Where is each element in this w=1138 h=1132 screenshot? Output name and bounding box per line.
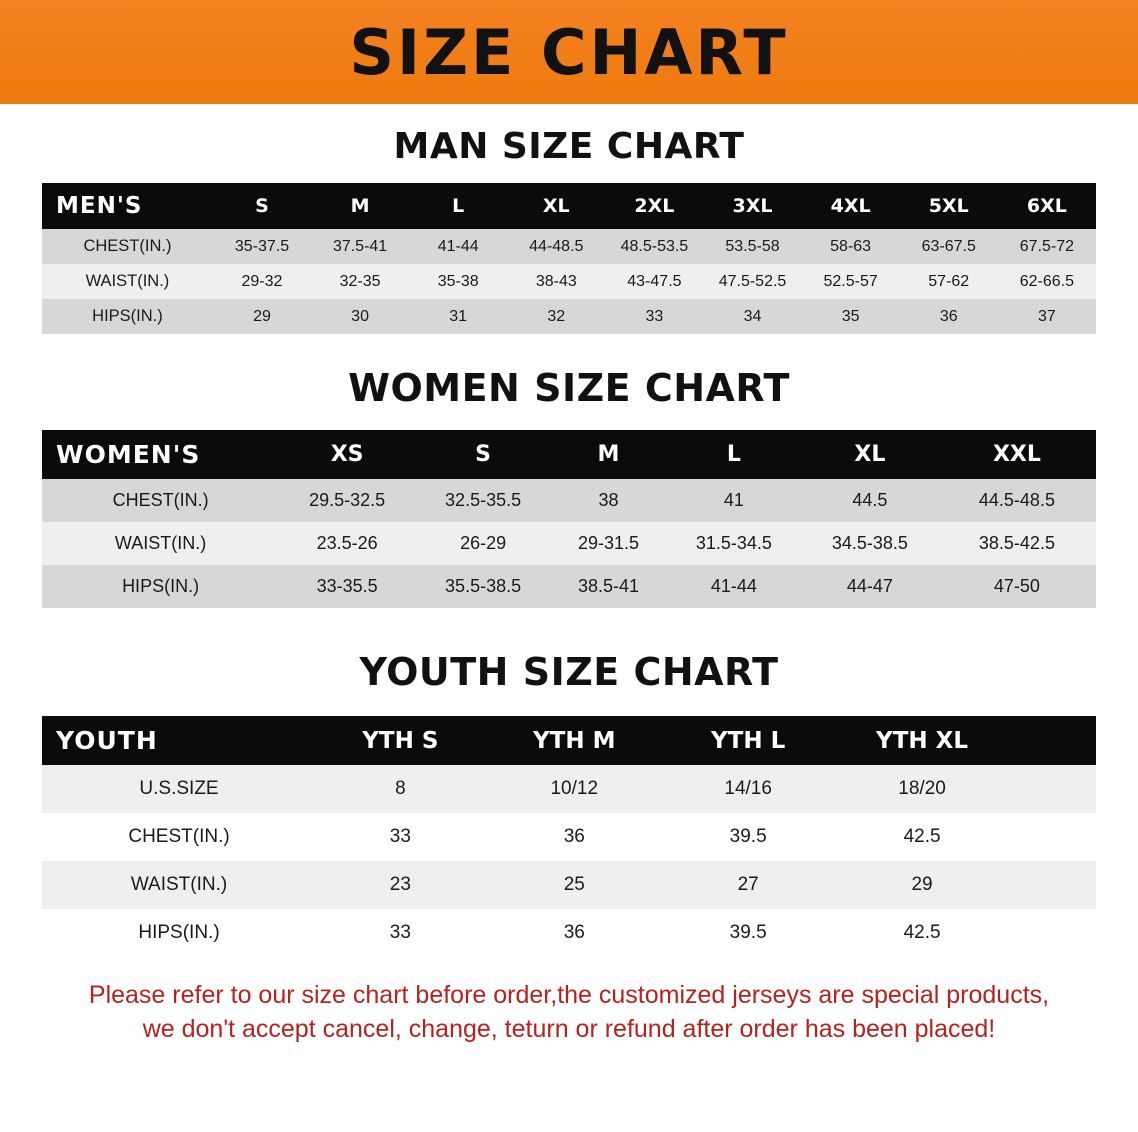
women-col-header: XS: [279, 430, 415, 479]
man-cell: 43-47.5: [605, 264, 703, 299]
table-row: [42, 565, 1096, 608]
man-cell: 52.5-57: [802, 264, 900, 299]
man-cell: 30: [311, 299, 409, 334]
policy-note-line-2: we don't accept cancel, change, teturn or refund after order has been placed!: [142, 1014, 996, 1043]
man-cell: 29: [213, 299, 311, 334]
man-row-label: HIPS(IN.): [42, 299, 213, 334]
man-cell: 35-37.5: [213, 229, 311, 264]
man-cell: 67.5-72: [998, 229, 1096, 264]
women-cell: 38: [551, 479, 666, 522]
youth-col-header: YTH S: [316, 716, 485, 765]
women-table-wrap: [42, 430, 1096, 608]
women-cell: 41-44: [666, 565, 802, 608]
man-section-heading: MAN SIZE CHART: [393, 126, 745, 167]
youth-row-label: WAIST(IN.): [42, 861, 316, 909]
table-row: [42, 522, 1096, 565]
youth-row-label: CHEST(IN.): [42, 813, 316, 861]
man-cell: 31: [409, 299, 507, 334]
man-col-header: XL: [507, 183, 605, 229]
youth-cell: 10/12: [485, 765, 664, 813]
man-cell: 34: [703, 299, 801, 334]
man-size-table: [42, 183, 1096, 334]
man-cell: 37.5-41: [311, 229, 409, 264]
youth-table-body: [42, 765, 1096, 957]
youth-cell-spacer: [1012, 765, 1096, 813]
youth-cell-spacer: [1012, 861, 1096, 909]
youth-header-row: [42, 716, 1096, 765]
youth-cell: 36: [485, 909, 664, 957]
women-col-header: XXL: [938, 430, 1096, 479]
man-table-head: [42, 183, 1096, 229]
youth-col-header: YTH XL: [832, 716, 1011, 765]
youth-cell: 42.5: [832, 909, 1011, 957]
women-cell: 31.5-34.5: [666, 522, 802, 565]
man-col-header: 3XL: [703, 183, 801, 229]
women-cell: 38.5-41: [551, 565, 666, 608]
youth-row-label: U.S.SIZE: [42, 765, 316, 813]
youth-header-spacer: [1012, 716, 1096, 765]
man-cell: 29-32: [213, 264, 311, 299]
youth-cell: 29: [832, 861, 1011, 909]
man-col-header: 2XL: [605, 183, 703, 229]
man-table-body: [42, 229, 1096, 334]
man-cell: 53.5-58: [703, 229, 801, 264]
man-cell: 44-48.5: [507, 229, 605, 264]
youth-row-label: HIPS(IN.): [42, 909, 316, 957]
youth-section-heading: YOUTH SIZE CHART: [359, 650, 779, 694]
women-table-head: [42, 430, 1096, 479]
man-col-header: 6XL: [998, 183, 1096, 229]
youth-cell: 42.5: [832, 813, 1011, 861]
man-cell: 58-63: [802, 229, 900, 264]
women-size-table: [42, 430, 1096, 608]
youth-cell: 18/20: [832, 765, 1011, 813]
table-row: [42, 479, 1096, 522]
youth-cell: 33: [316, 813, 485, 861]
women-col-header: S: [415, 430, 551, 479]
youth-size-table: [42, 716, 1096, 957]
women-table-body: [42, 479, 1096, 608]
man-corner-label: MEN'S: [42, 183, 213, 229]
man-col-header: 4XL: [802, 183, 900, 229]
man-cell: 32-35: [311, 264, 409, 299]
man-cell: 62-66.5: [998, 264, 1096, 299]
man-cell: 38-43: [507, 264, 605, 299]
women-cell: 41: [666, 479, 802, 522]
man-cell: 63-67.5: [900, 229, 998, 264]
women-cell: 33-35.5: [279, 565, 415, 608]
women-cell: 38.5-42.5: [938, 522, 1096, 565]
women-cell: 35.5-38.5: [415, 565, 551, 608]
man-cell: 32: [507, 299, 605, 334]
table-row: [42, 299, 1096, 334]
youth-cell-spacer: [1012, 813, 1096, 861]
policy-note: [38, 979, 1100, 1047]
table-row: [42, 861, 1096, 909]
man-col-header: L: [409, 183, 507, 229]
man-cell: 41-44: [409, 229, 507, 264]
women-corner-label: WOMEN'S: [42, 430, 279, 479]
man-col-header: S: [213, 183, 311, 229]
women-col-header: XL: [802, 430, 938, 479]
policy-note-line-1: Please refer to our size chart before order,the customized jerseys are special products,: [88, 981, 1050, 1009]
page-title: SIZE CHART: [349, 16, 789, 89]
youth-cell: 27: [664, 861, 833, 909]
man-header-row: [42, 183, 1096, 229]
women-row-label: WAIST(IN.): [42, 522, 279, 565]
table-row: [42, 229, 1096, 264]
women-col-header: M: [551, 430, 666, 479]
man-cell: 35-38: [409, 264, 507, 299]
man-cell: 33: [605, 299, 703, 334]
women-row-label: HIPS(IN.): [42, 565, 279, 608]
women-row-label: CHEST(IN.): [42, 479, 279, 522]
man-row-label: WAIST(IN.): [42, 264, 213, 299]
women-cell: 29.5-32.5: [279, 479, 415, 522]
women-cell: 32.5-35.5: [415, 479, 551, 522]
youth-cell: 36: [485, 813, 664, 861]
youth-cell: 14/16: [664, 765, 833, 813]
youth-table-head: [42, 716, 1096, 765]
man-cell: 57-62: [900, 264, 998, 299]
youth-col-header: YTH M: [485, 716, 664, 765]
man-table-wrap: [42, 183, 1096, 334]
table-row: [42, 765, 1096, 813]
youth-cell: 23: [316, 861, 485, 909]
man-cell: 35: [802, 299, 900, 334]
women-cell: 26-29: [415, 522, 551, 565]
women-cell: 44-47: [802, 565, 938, 608]
youth-corner-label: YOUTH: [42, 716, 316, 765]
women-cell: 44.5-48.5: [938, 479, 1096, 522]
man-cell: 37: [998, 299, 1096, 334]
youth-cell: 33: [316, 909, 485, 957]
women-cell: 34.5-38.5: [802, 522, 938, 565]
women-section-heading: WOMEN SIZE CHART: [348, 366, 790, 410]
youth-cell: 39.5: [664, 909, 833, 957]
table-row: [42, 813, 1096, 861]
man-col-header: M: [311, 183, 409, 229]
youth-table-wrap: [42, 716, 1096, 957]
youth-col-header: YTH L: [664, 716, 833, 765]
women-header-row: [42, 430, 1096, 479]
man-cell: 48.5-53.5: [605, 229, 703, 264]
man-cell: 47.5-52.5: [703, 264, 801, 299]
women-cell: 44.5: [802, 479, 938, 522]
man-col-header: 5XL: [900, 183, 998, 229]
youth-cell: 8: [316, 765, 485, 813]
women-cell: 29-31.5: [551, 522, 666, 565]
table-row: [42, 264, 1096, 299]
page-banner: [0, 0, 1138, 104]
man-row-label: CHEST(IN.): [42, 229, 213, 264]
women-cell: 23.5-26: [279, 522, 415, 565]
man-cell: 36: [900, 299, 998, 334]
women-cell: 47-50: [938, 565, 1096, 608]
youth-cell-spacer: [1012, 909, 1096, 957]
women-col-header: L: [666, 430, 802, 479]
youth-cell: 39.5: [664, 813, 833, 861]
table-row: [42, 909, 1096, 957]
youth-cell: 25: [485, 861, 664, 909]
